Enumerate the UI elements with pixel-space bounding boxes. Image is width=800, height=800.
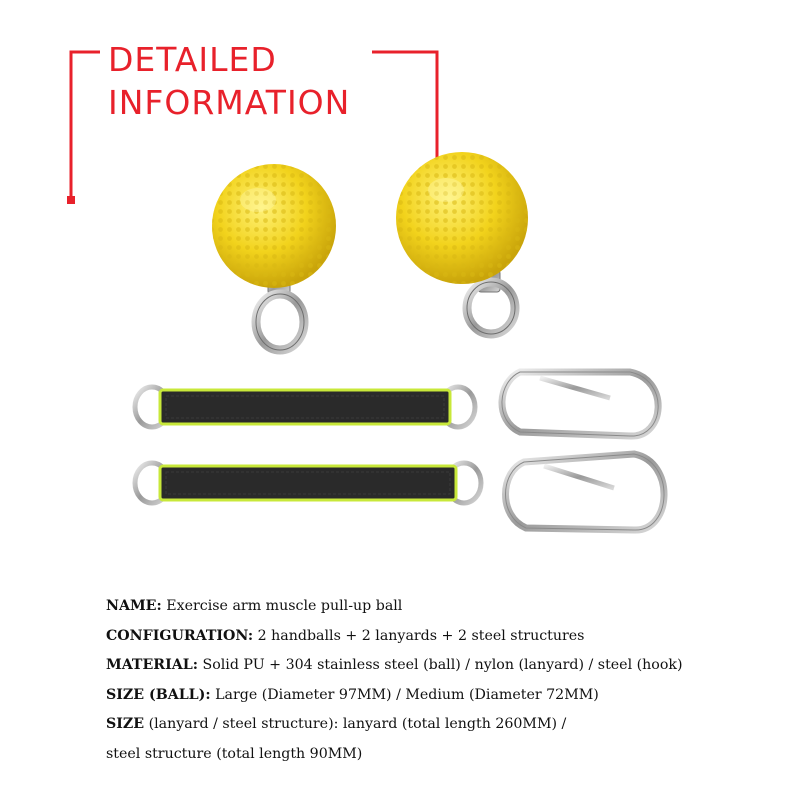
handball-large-icon [212,164,336,350]
spec-material-row [106,651,786,681]
lanyard-icon [135,463,481,503]
spec-material-label: MATERIAL: [106,657,198,673]
carabiner-hook-icon [506,454,665,530]
carabiner-hook-icon [502,372,658,436]
lanyard-icon [135,387,475,427]
spec-size-ball-row [106,681,786,711]
spec-name-label: NAME: [106,598,162,614]
spec-size-lanyard-label: SIZE [106,716,145,732]
heading-line1: DETAILED [108,40,277,79]
spec-size-ball-value: Large (Diameter 97MM) / Medium (Diameter 72MM) [210,686,599,703]
spec-material-value: Solid PU + 304 stainless steel (ball) / nylon (lanyard) / steel (hook) [197,657,683,673]
heading-line2: INFORMATION [108,83,351,122]
spec-list [106,592,786,769]
spec-configuration-row [106,622,786,652]
spec-size-lanyard-value: (lanyard / steel structure): lanyard (total length 260MM) / [144,716,567,732]
spec-size-lanyard-row [106,710,786,740]
spec-configuration-label: CONFIGURATION: [106,627,254,644]
spec-size-lanyard-continued: steel structure (total length 90MM) [106,745,363,762]
spec-size-ball-label: SIZE (BALL): [106,686,211,703]
spec-name-value: Exercise arm muscle pull-up ball [161,598,403,614]
spec-configuration-value: 2 handballs + 2 lanyards + 2 steel structures [253,627,585,644]
spec-name-row [106,592,786,622]
handball-medium-icon [396,152,528,334]
